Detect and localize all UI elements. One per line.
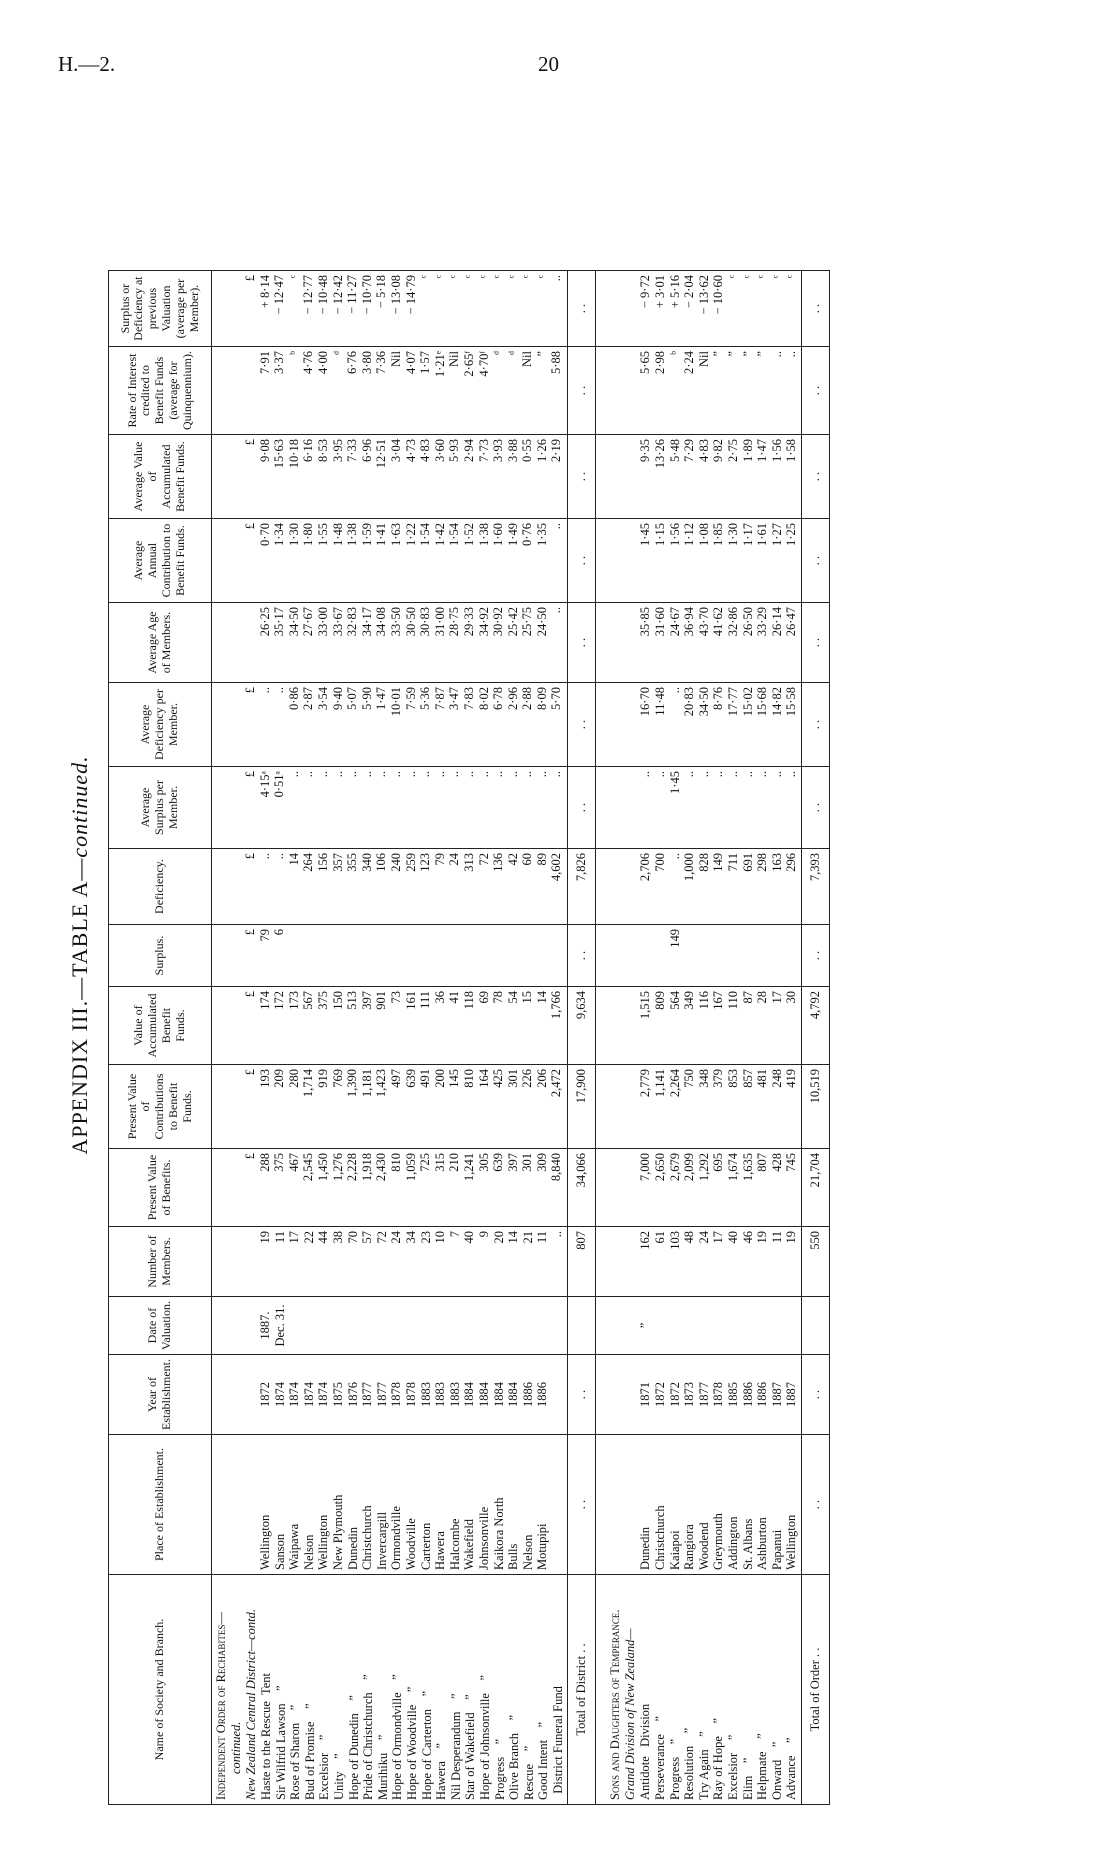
total-order-row	[802, 271, 830, 1805]
table-title-suffix: continued.	[67, 755, 92, 858]
section2-benefits-cell	[596, 1149, 802, 1227]
section2-avg-age-cell	[596, 603, 802, 683]
section1-prev-cell	[212, 271, 568, 347]
section1-avg-deficiency-cell	[212, 683, 568, 767]
section1-society-cont: continued.	[229, 1721, 243, 1774]
total-district-label: Total of District . .	[568, 1575, 596, 1805]
total-order-deficiency: 7,393	[802, 849, 830, 925]
section2-places-cell	[596, 1435, 802, 1575]
section1-members-cell	[212, 1227, 568, 1297]
col-avg-age: Average Age of Members.	[109, 603, 212, 683]
total-order-members: 550	[802, 1227, 830, 1297]
document-code: H.—2.	[58, 52, 116, 76]
section2-branch-names: Antidote Division Perseverance ” Progress ” Resolution ” Try Again ” Ray of Hope ” Excelsior ” Elim ” Helpmate ” Onward ” Advance ”	[638, 1703, 799, 1800]
section2-avg-surplus: .. .. 1·45 .. .. .. .. .. .. .. ..	[638, 771, 799, 794]
col-deficiency: Deficiency.	[109, 849, 212, 925]
section2-deficiency-cell	[596, 849, 802, 925]
section2-funds-cell	[596, 987, 802, 1065]
total-order-avg-deficiency: . .	[802, 683, 830, 767]
section2-date: ”	[638, 1322, 653, 1329]
valuation-table	[108, 270, 830, 1805]
header-row	[109, 271, 212, 1805]
section1-contributions: £ 193 209 280 1,714 919 769 1,390 1,181 1,423 497 639 491 200 145 810 164 425 301 226 206 2,472	[243, 1069, 564, 1098]
section1-avg-funds-cell	[212, 435, 568, 519]
section2-names-cell	[596, 1575, 802, 1805]
section1-block	[212, 271, 568, 1805]
section1-surplus: £ 79 6	[243, 929, 287, 942]
total-order-avg-age: . .	[802, 603, 830, 683]
section1-surplus-cell	[212, 925, 568, 987]
total-district-avg-contribution: . .	[568, 519, 596, 603]
total-order-interest: . .	[802, 347, 830, 435]
section2-members: 162 61 103 48 24 17 40 46 19 11 19	[638, 1231, 799, 1250]
total-district-interest: . .	[568, 347, 596, 435]
section1-funds-cell	[212, 987, 568, 1065]
col-funds: Value of Accumulated Benefit Funds.	[109, 987, 212, 1065]
total-order-contributions: 10,519	[802, 1065, 830, 1149]
total-district-members: 807	[568, 1227, 596, 1297]
section1-avg-contribution-cell	[212, 519, 568, 603]
section1-benefits-cell	[212, 1149, 568, 1227]
section2-avg-funds: 9·35 13·26 5·48 7·29 4·83 9·82 2·75 1·89 1·47 1·56 1·58	[638, 439, 799, 469]
section2-places: Dunedin Christchurch Kaiapoi Rangiora Woodend Greymouth Addington St. Albans Ashburton Papanui Wellington	[638, 1505, 799, 1570]
total-district-avg-age: . .	[568, 603, 596, 683]
col-contributions: Present Value of Contributions to Benefit Funds.	[109, 1065, 212, 1149]
section2-prev-cell	[596, 271, 802, 347]
col-members: Number of Members.	[109, 1227, 212, 1297]
section2-avg-funds-cell	[596, 435, 802, 519]
section1-avg-funds: £ 9·08 15·63 10·18 6·16 8·53 3·95 7·33 6·96 12·51 3·04 4·73 4·83 3·60 5·93 2·94 7·73 3·93 3·88 0·55 1·26 2·19	[243, 439, 564, 469]
total-district-avg-funds: . .	[568, 435, 596, 519]
section2-surplus: 149	[667, 929, 682, 948]
section2-interest-cell	[596, 347, 802, 435]
col-surplus: Surplus.	[109, 925, 212, 987]
col-prev: Surplus or Deficiency at previous Valuation (average per Member).	[109, 271, 212, 347]
section1-prev: £ + 8·14 − 12·47 ᶜ − 12·77 − 10·48 − 12·42 − 11·27 − 10·70 − 5·18 − 13·08 − 14·79 ᶜ ᶜ ᶜ ᶜ ᶜ ᶜ ᶜ ᶜ ᶜ ..	[243, 275, 564, 315]
total-order-year: . .	[802, 1355, 830, 1435]
total-district-avg-surplus: . .	[568, 767, 596, 849]
section2-contributions-cell	[596, 1065, 802, 1149]
section1-benefits: £ 288 375 467 2,545 1,450 1,276 2,228 1,918 2,430 810 1,059 725 315 210 1,241 305 639 397 301 309 8,840	[243, 1153, 564, 1182]
col-year: Year of Establishment.	[109, 1355, 212, 1435]
section2-avg-contribution: 1·45 1·15 1·56 1·12 1·08 1·85 1·30 1·17 1·61 1·27 1·25	[638, 523, 799, 546]
section2-years-cell	[596, 1355, 802, 1435]
total-order-label: Total of Order . .	[802, 1575, 830, 1805]
section1-interest-cell	[212, 347, 568, 435]
section2-avg-surplus-cell	[596, 767, 802, 849]
section2-surplus-cell	[596, 925, 802, 987]
section1-avg-deficiency: £ .. .. 0·86 2·87 3·54 9·40 5·07 5·90 1·47 10·01 7·59 5·36 7·87 3·47 7·83 8·02 6·78 2·96 2·88 8·09 5·70	[243, 687, 564, 717]
col-avg-deficiency: Average Deficiency per Member.	[109, 683, 212, 767]
table-title	[58, 105, 102, 1805]
col-avg-contribution: Average Annual Contribution to Benefit Funds.	[109, 519, 212, 603]
total-district-place: . .	[568, 1435, 596, 1575]
total-order-funds: 4,792	[802, 987, 830, 1065]
section1-avg-surplus-cell	[212, 767, 568, 849]
section2-deficiency: 2,706 700 .. 1,000 828 149 711 691 298 163 296	[638, 853, 799, 882]
section1-deficiency: £ .. .. 14 264 156 357 355 340 106 240 259 123 79 24 313 72 136 42 60 89 4,602	[243, 853, 564, 882]
section2-interest: 5·65 2·98 ᵇ 2·24 Nil ” ” ” ” .. ..	[638, 351, 799, 374]
section1-date-cell	[212, 1297, 568, 1355]
col-benefits: Present Value of Benefits.	[109, 1149, 212, 1227]
col-name: Name of Society and Branch.	[109, 1575, 212, 1805]
col-place: Place of Establishment.	[109, 1435, 212, 1575]
section2-avg-deficiency-cell	[596, 683, 802, 767]
total-district-year: . .	[568, 1355, 596, 1435]
section1-funds: £ 174 172 173 567 375 150 513 397 901 73 161 111 36 41 118 69 78 54 15 14 1,766	[243, 991, 564, 1020]
total-district-benefits: 34,066	[568, 1149, 596, 1227]
section1-deficiency-cell	[212, 849, 568, 925]
section1-interest: 7·91 3·37 ᵇ 4·76 4·00 ᵈ 6·76 3·80 7·36 Nil 4·07 1·57 1·21ᵉ Nil 2·65ᶠ 4·70ᶠ ᵈ ᵈ Nil ” 5·88	[257, 351, 564, 378]
total-district-avg-deficiency: . .	[568, 683, 596, 767]
section1-avg-age-cell	[212, 603, 568, 683]
total-order-avg-funds: . .	[802, 435, 830, 519]
section2-avg-age: 35·85 31·60 24·67 36·94 43·70 41·62 32·86 26·50 33·29 26·14 26·47	[638, 607, 799, 637]
total-order-avg-surplus: . .	[802, 767, 830, 849]
section2-contributions: 2,779 1,141 2,264 750 348 379 853 857 481 248 419	[638, 1069, 799, 1098]
total-district-surplus: . .	[568, 925, 596, 987]
section1-places-cell	[212, 1435, 568, 1575]
total-district-contributions: 17,900	[568, 1065, 596, 1149]
section1-district: New Zealand Central District—contd.	[244, 1609, 258, 1800]
table-title-main: APPENDIX III.—TABLE A—	[67, 857, 92, 1155]
total-district-funds: 9,634	[568, 987, 596, 1065]
section1-date: 1887. Dec. 31.	[258, 1304, 287, 1347]
table-container	[58, 105, 1018, 1805]
section1-avg-surplus: £ 4·15ᵃ 0·51ᵃ .. .. .. .. .. .. .. .. .. .. .. .. .. .. .. .. .. .. ..	[243, 771, 564, 798]
section1-names-cell	[212, 1575, 568, 1805]
section2-years: 1871 1872 1872 1873 1877 1878 1885 1886 1886 1887 1887	[638, 1382, 799, 1407]
section2-funds: 1,515 809 564 349 116 167 110 87 28 17 30	[638, 991, 799, 1020]
section2-society: Sons and Daughters of Temperance.	[608, 1609, 623, 1800]
section2-prev: − 9·72 + 3·01 + 5·16 − 2·04 − 13·62 − 10·60 ᶜ ᶜ ᶜ ᶜ ᶜ	[638, 275, 799, 315]
total-order-benefits: 21,704	[802, 1149, 830, 1227]
section1-branch-names: Haste to the Rescue Tent Sir Wilfrid Lawson ” Rose of Sharon ” Bud of Promise ” Excelsior ” Unity ” Hope of Dunedin ” Pride of Christchurch ” Murihiku ” Hope of Ormondville ” Hope of Woodville ” Hope of Carterton ” Hawera ” Nil Desperandum ” Star of Wakefield ” Hope of Johnsonville ” Progress ” Olive Branch ” Rescue ” Good Intent ” District Funeral Fund	[259, 1673, 565, 1800]
total-district-deficiency: 7,826	[568, 849, 596, 925]
total-district-date	[568, 1297, 596, 1355]
section2-date-cell	[596, 1297, 802, 1355]
section2-avg-contribution-cell	[596, 519, 802, 603]
col-interest: Rate of Interest credited to Benefit Funds (average for Quinquennium).	[109, 347, 212, 435]
total-order-place: . .	[802, 1435, 830, 1575]
section2-avg-deficiency: 16·70 11·48 .. 20·83 34·50 8·76 17·77 15·02 15·68 14·82 15·58	[638, 687, 799, 717]
section1-members: 19 11 17 22 44 38 70 57 72 24 34 23 10 7 40 9 20 14 21 11 ..	[258, 1231, 564, 1244]
page-number: 20	[538, 52, 559, 76]
section2-block	[596, 271, 802, 1805]
total-order-avg-contribution: . .	[802, 519, 830, 603]
section1-years-cell	[212, 1355, 568, 1435]
section1-years: 1872 1874 1874 1874 1874 1875 1876 1877 1877 1878 1878 1883 1883 1883 1884 1884 1884 1884 1886 1886	[258, 1382, 550, 1407]
total-order-date	[802, 1297, 830, 1355]
section1-avg-contribution: £ 0·70 1·34 1·30 1·80 1·55 1·48 1·38 1·59 1·41 1·63 1·22 1·54 1·42 1·54 1·52 1·38 1·60 1·49 0·76 1·35 ..	[243, 523, 564, 546]
total-order-prev: . .	[802, 271, 830, 347]
col-avg-funds: Average Value of Accumulated Benefit Funds.	[109, 435, 212, 519]
rotated-table-region	[58, 105, 1018, 1805]
total-district-prev: . .	[568, 271, 596, 347]
total-district-row	[568, 271, 596, 1805]
section2-division: Grand Division of New Zealand—	[623, 1628, 638, 1800]
col-avg-surplus: Average Surplus per Member.	[109, 767, 212, 849]
section1-society: Independent Order of Rechabites—	[214, 1612, 228, 1800]
col-date: Date of Valuation.	[109, 1297, 212, 1355]
section2-benefits: 7,000 2,650 2,679 2,099 1,292 695 1,674 1,635 807 428 745	[638, 1153, 799, 1182]
section1-avg-age: 26·25 35·17 34·50 27·67 33·00 33·67 32·83 34·17 34·08 33·50 30·50 30·83 31·00 28·75 29·33 34·92 30·92 25·42 25·75 24·50 ..	[257, 607, 564, 637]
section2-members-cell	[596, 1227, 802, 1297]
section1-places: Wellington Sanson Waipawa Nelson Wellington New Plymouth Dunedin Christchurch Invercargill Ormondville Woodville Carterton Hawera Halcombe Wakefield Johnsonville Kaikora North Bulls Nelson Motupipi	[258, 1494, 550, 1570]
section1-contributions-cell	[212, 1065, 568, 1149]
total-order-surplus: . .	[802, 925, 830, 987]
